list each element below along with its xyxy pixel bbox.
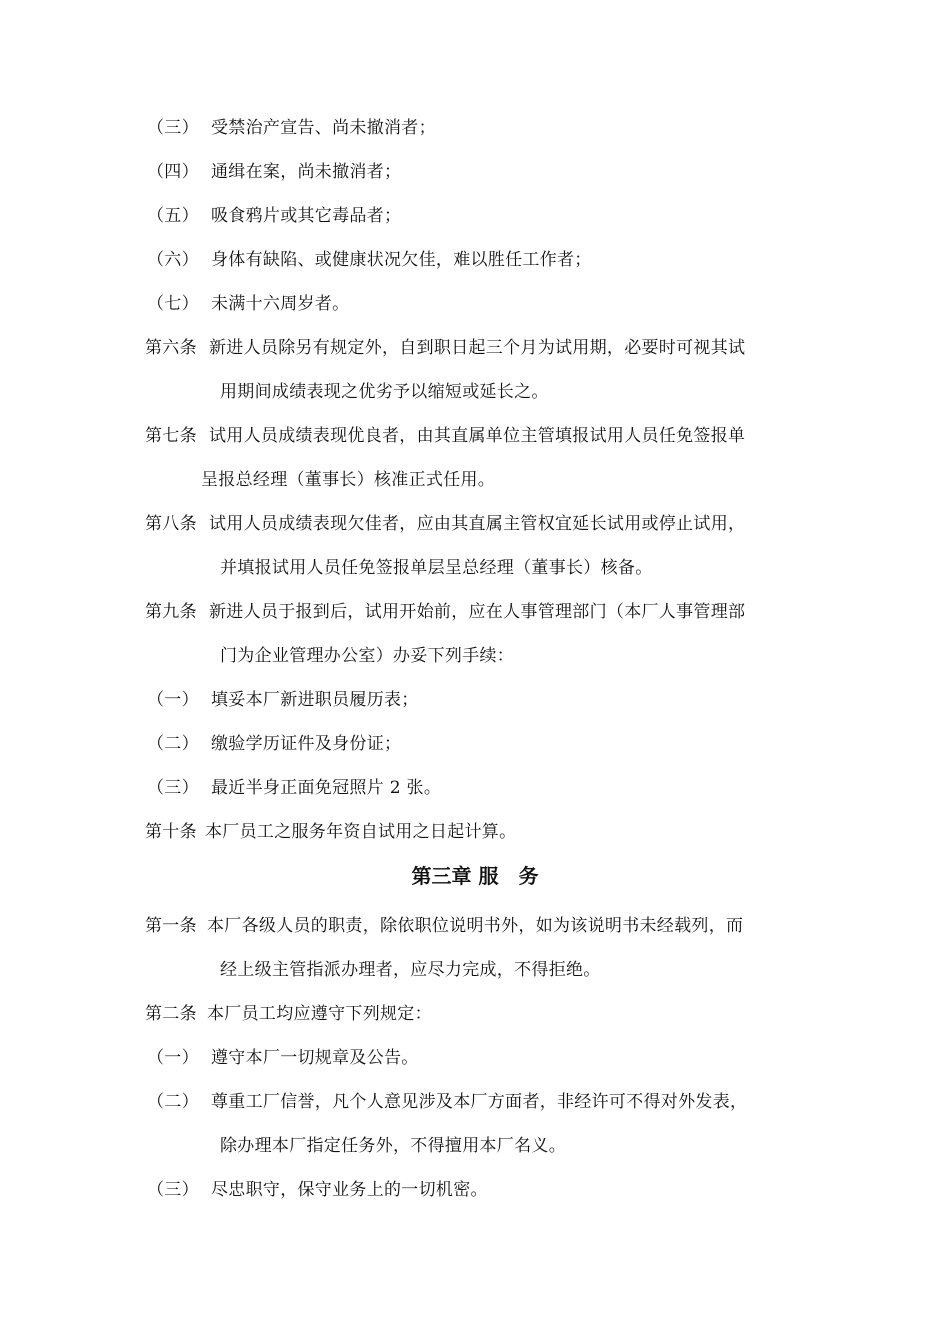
article-text: 呈报总经理（董事长）核准正式任用。 <box>201 470 496 490</box>
item-label: （三） <box>147 118 199 138</box>
article-text: 门为企业管理办公室）办妥下列手续： <box>220 646 515 666</box>
item-label: （五） <box>147 206 199 226</box>
item-text: 遵守本厂一切规章及公告。 <box>211 1048 419 1068</box>
list-item <box>147 116 436 140</box>
item-text: 缴验学历证件及身份证； <box>211 734 402 754</box>
item-label: （二） <box>147 1092 199 1112</box>
article-line <box>145 424 745 448</box>
item-label: （一） <box>147 1048 199 1068</box>
article-number: 第七条 <box>145 426 197 446</box>
item-label: （四） <box>147 162 199 182</box>
item-text: 未满十六周岁者。 <box>211 294 350 314</box>
item-continuation <box>220 1134 566 1158</box>
article-line <box>145 820 516 844</box>
article-line <box>145 336 745 360</box>
article-continuation <box>220 958 601 982</box>
article-continuation <box>201 468 495 492</box>
article-text: 新进人员于报到后，试用开始前，应在人事管理部门（本厂人事管理部 <box>209 602 746 622</box>
article-number: 第六条 <box>145 338 197 358</box>
item-text: 尊重工厂信誉，凡个人意见涉及本厂方面者，非经许可不得对外发表， <box>211 1092 748 1112</box>
article-line <box>145 914 743 938</box>
item-label: （一） <box>147 690 199 710</box>
article-text: 试用人员成绩表现欠佳者，应由其直属主管权宜延长试用或停止试用， <box>209 514 746 534</box>
item-text: 吸食鸦片或其它毒品者； <box>211 206 402 226</box>
item-label: （二） <box>147 734 199 754</box>
item-text: 填妥本厂新进职员履历表； <box>211 690 419 710</box>
article-text: 本厂员工之服务年资自试用之日起计算。 <box>205 822 517 842</box>
article-text: 本厂员工均应遵守下列规定： <box>207 1004 432 1024</box>
item-label: （七） <box>147 294 199 314</box>
article-continuation <box>220 644 514 668</box>
item-text: 除办理本厂指定任务外，不得擅用本厂名义。 <box>220 1136 566 1156</box>
item-text: 最近半身正面免冠照片 2 张。 <box>211 778 442 798</box>
list-item <box>147 688 419 712</box>
list-item <box>147 248 592 272</box>
article-number: 第九条 <box>145 602 197 622</box>
chapter-heading: 第三章 服 务 <box>411 864 539 888</box>
list-item <box>147 160 401 184</box>
article-text: 本厂各级人员的职责，除依职位说明书外，如为该说明书未经载列，而 <box>207 916 744 936</box>
list-item <box>147 776 441 800</box>
article-number: 第八条 <box>145 514 197 534</box>
item-text: 身体有缺陷、或健康状况欠佳，难以胜任工作者； <box>211 250 592 270</box>
article-text: 试用人员成绩表现优良者，由其直属单位主管填报试用人员任免签报单 <box>209 426 746 446</box>
list-item <box>147 1090 747 1114</box>
article-text: 经上级主管指派办理者，应尽力完成，不得拒绝。 <box>220 960 601 980</box>
article-number: 第一条 <box>145 916 197 936</box>
list-item <box>147 1046 419 1070</box>
item-text: 受禁治产宣告、尚未撤消者； <box>211 118 436 138</box>
article-continuation <box>220 380 549 404</box>
list-item <box>147 292 349 316</box>
item-text: 尽忠职守，保守业务上的一切机密。 <box>211 1180 488 1200</box>
item-text: 通缉在案，尚未撤消者； <box>211 162 402 182</box>
item-label: （三） <box>147 1180 199 1200</box>
list-item <box>147 732 401 756</box>
article-text: 新进人员除另有规定外，自到职日起三个月为试用期，必要时可视其试 <box>209 338 746 358</box>
item-label: （六） <box>147 250 199 270</box>
item-label: （三） <box>147 778 199 798</box>
article-line <box>145 600 745 624</box>
article-continuation <box>220 556 653 580</box>
article-line <box>145 1002 432 1026</box>
list-item <box>147 204 401 228</box>
list-item <box>147 1178 488 1202</box>
article-number: 第十条 <box>145 822 197 842</box>
article-text: 并填报试用人员任免签报单层呈总经理（董事长）核备。 <box>220 558 653 578</box>
article-line <box>145 512 745 536</box>
article-text: 用期间成绩表现之优劣予以缩短或延长之。 <box>220 382 549 402</box>
article-number: 第二条 <box>145 1004 197 1024</box>
